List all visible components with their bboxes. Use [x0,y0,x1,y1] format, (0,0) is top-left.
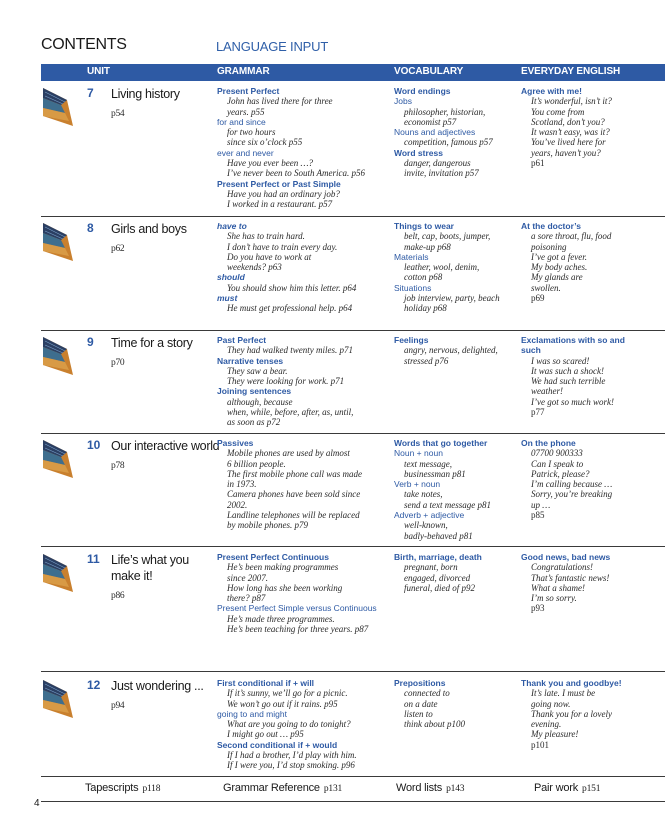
entry-example: I’m calling because … [531,479,613,490]
unit-thumbnail-icon [41,221,81,261]
unit-title-text: Life’s what you make it! [111,553,189,583]
entry-example: competition, famous p57 [404,137,493,148]
unit-thumbnail-icon [41,335,81,375]
unit-number: 7 [87,86,94,100]
entry-heading: Words that go together [394,438,488,448]
entry-example: Scotland, don’t you? [531,116,605,127]
entry-example: They were looking for work. p71 [227,376,345,387]
unit-title-text: Time for a story [111,336,193,350]
unit-thumbnail-icon [41,552,81,592]
entry-example: If it’s sunny, we’ll go for a picnic. [227,688,348,699]
entry-example: badly-behaved p81 [404,530,473,541]
entry-page-ref: p69 [531,293,545,304]
vocabulary-cell [394,335,516,366]
entry-example: think about p100 [404,719,465,730]
entry-example: You’ve lived here for [531,137,606,148]
entry-example: invite, invitation p57 [404,168,479,179]
footer-item-pair-work[interactable] [534,782,600,794]
everyday-english-cell [521,552,661,614]
entry-example: I worked in a restaurant. p57 [227,199,333,210]
entry-example: up … [531,499,551,510]
unit-thumbnail-icon [41,86,81,126]
entry-example: It’s late. I must be [531,688,596,699]
entry-heading: Narrative tenses [217,355,284,366]
entry-example: You come from [531,106,585,117]
unit-title [111,221,221,257]
entry-heading: Present Perfect Simple versus Continuous [217,603,377,614]
entry-example: He’s made three programmes. [227,613,335,624]
entry-example: holiday p68 [404,303,447,314]
entry-example: Congratulations! [531,562,594,573]
entry-example: job interview, party, beach [404,293,500,304]
entry-example: The first mobile phone call was made [227,468,362,479]
entry-example: What a shame! [531,582,585,593]
unit-number: 9 [87,335,94,349]
grammar-cell [217,438,389,531]
entry-example: going now. [531,698,571,709]
section-subtitle: LANGUAGE INPUT [216,39,329,54]
entry-example: That’s fantastic news! [531,572,610,583]
entry-heading: Things to wear [394,221,454,231]
entry-example: If I had a brother, I’d play with him. [227,750,357,761]
entry-example: funeral, died of p92 [404,582,475,593]
entry-example: I’ve got a fever. [531,251,587,262]
entry-heading: Second conditional if + would [217,739,338,750]
unit-thumbnail-icon [41,678,81,718]
vocabulary-cell [394,552,516,593]
entry-example: I’m so sorry. [531,593,577,604]
entry-example: Do you have to work at [227,251,312,262]
vocabulary-cell [394,221,516,314]
entry-example: 6 billion people. [227,458,286,469]
entry-example: swollen. [531,282,561,293]
entry-page-ref: p85 [531,510,545,521]
entry-heading: Prepositions [394,678,446,688]
footer-page: p143 [446,784,465,794]
footer-item-word-lists[interactable] [396,782,464,794]
entry-example: How long has she been working [227,582,343,593]
entry-example: since six o’clock p55 [227,137,303,148]
entry-example: Have you had an ordinary job? [227,188,340,199]
entry-example: My pleasure! [531,729,579,740]
unit-title-text: Our interactive world [111,439,220,453]
entry-example: 07700 900333 [531,448,583,459]
entry-example: as soon as p72 [227,417,281,428]
entry-example: by mobile phones. p79 [227,520,308,531]
unit-title-text: Just wondering ... [111,679,204,693]
entry-example: cotton p68 [404,272,443,283]
footer-label: Tapescripts [85,782,139,794]
entry-example: years. p55 [227,106,265,117]
everyday-english-cell [521,221,661,303]
everyday-english-cell [521,438,661,520]
footer-item-grammar-reference[interactable] [223,782,342,794]
entry-heading: should [217,272,245,283]
entry-page-ref: p93 [531,603,545,614]
entry-example: well-known, [404,520,448,531]
column-header-everyday: EVERYDAY ENGLISH [521,66,621,77]
column-header-bar [41,64,665,81]
entry-example: He’s been teaching for three years. p87 [227,624,369,635]
entry-heading: Word endings [394,86,451,96]
unit-row [41,221,665,331]
footer-page: p151 [582,784,601,794]
entry-example: It wasn’t easy, was it? [531,127,610,138]
grammar-cell [217,86,389,210]
grammar-cell [217,221,389,314]
entry-example: Can I speak to [531,458,584,469]
entry-example: philosopher, historian, [404,106,486,117]
column-header-vocabulary: VOCABULARY [394,66,464,77]
entry-heading: for and since [217,116,266,127]
entry-example: pregnant, born [404,562,458,573]
unit-number: 10 [87,438,101,452]
entry-example: I’ve got so much work! [531,396,614,407]
unit-page: p86 [111,591,125,601]
entry-example: economist p57 [404,116,457,127]
entry-heading: Feelings [394,335,429,345]
entry-example: a sore throat, flu, food [531,231,612,242]
column-header-unit: UNIT [87,66,110,77]
entry-heading: have to [217,221,247,231]
entry-page-ref: p61 [531,158,545,169]
entry-example: in 1973. [227,479,257,490]
entry-heading: Nouns and adjectives [394,127,476,138]
entry-example: Have you ever been …? [227,158,313,169]
entry-heading: Noun + noun [394,448,443,459]
entry-heading: Situations [394,282,432,293]
entry-heading: ever and never [217,147,274,158]
entry-example: John has lived there for three [227,96,333,107]
entry-heading: On the phone [521,438,576,448]
unit-row [41,438,665,547]
unit-title [111,86,221,122]
entry-example: for two hours [227,127,276,138]
unit-row [41,678,665,774]
entry-example: businessman p81 [404,468,466,479]
footer-page: p118 [142,784,161,794]
unit-title [111,335,221,371]
vocabulary-cell [394,678,516,729]
entry-example: They saw a bear. [227,365,288,376]
page-title: CONTENTS [41,36,127,53]
unit-page: p70 [111,358,125,368]
entry-example: I might go out … p95 [227,729,304,740]
entry-example: 2002. [227,499,248,510]
everyday-english-cell [521,335,661,417]
entry-example: poisoning [531,241,567,252]
entry-example: evening. [531,719,562,730]
entry-example: I don’t have to train every day. [227,241,338,252]
entry-heading: Past Perfect [217,335,267,345]
entry-example: I was so scared! [531,355,590,366]
entry-heading: going to and might [217,708,287,719]
entry-heading: Materials [394,251,429,262]
unit-row [41,335,665,434]
entry-example: What are you going to do tonight? [227,719,351,730]
entry-example: My glands are [531,272,583,283]
entry-example: on a date [404,698,438,709]
everyday-english-cell [521,678,661,750]
entry-example: He’s been making programmes [227,562,339,573]
entry-example: leather, wool, denim, [404,262,480,273]
entry-example: I’ve never been to South America. p56 [227,168,366,179]
entry-example: send a text message p81 [404,499,491,510]
entry-example: engaged, divorced [404,572,471,583]
grammar-cell [217,552,389,634]
entry-example: She has to train hard. [227,231,305,242]
entry-example: text message, [404,458,452,469]
unit-page: p62 [111,244,125,254]
entry-example: angry, nervous, delighted, [404,345,498,356]
entry-heading: Adverb + adjective [394,510,465,521]
entry-example: years, haven’t you? [531,147,601,158]
entry-example: We won’t go out if it rains. p95 [227,698,338,709]
entry-example: since 2007. [227,572,268,583]
entry-example: You should show him this letter. p64 [227,282,357,293]
entry-example: stressed p76 [404,355,449,366]
entry-heading: Word stress [394,147,443,158]
unit-row [41,86,665,217]
entry-example: belt, cap, boots, jumper, [404,231,491,242]
entry-page-ref: p101 [531,739,549,750]
entry-page-ref: p77 [531,407,545,418]
footer-page: p131 [323,784,343,794]
entry-heading: Present Perfect Continuous [217,552,329,562]
entry-example: We had such terrible [531,376,606,387]
entry-example: It’s wonderful, isn’t it? [531,96,612,107]
entry-example: Mobile phones are used by almost [227,448,350,459]
grammar-cell [217,335,389,428]
entry-heading: Jobs [394,96,412,107]
entry-heading: Thank you and goodbye! [521,678,622,688]
entry-heading: Verb + noun [394,479,441,490]
entry-heading: such [521,345,541,356]
unit-page: p94 [111,701,125,711]
unit-title [111,552,221,604]
entry-example: make-up p68 [404,241,451,252]
unit-number: 12 [87,678,101,692]
entry-example: If I were you, I’d stop smoking. p96 [227,760,355,771]
entry-example: My body aches. [531,262,588,273]
unit-number: 8 [87,221,94,235]
entry-heading: Exclamations with so and [521,335,625,345]
entry-heading: must [217,293,238,304]
unit-title [111,678,221,714]
entry-heading: First conditional if + will [217,678,315,688]
entry-heading: Joining sentences [217,386,292,397]
footer-label: Pair work [534,782,579,794]
vocabulary-cell [394,438,516,541]
entry-example: weekends? p63 [227,262,282,273]
entry-example: when, while, before, after, as, until, [227,407,354,418]
entry-example: take notes, [404,489,443,500]
unit-row [41,552,665,672]
entry-example: He must get professional help. p64 [227,303,353,314]
entry-heading: Birth, marriage, death [394,552,482,562]
footer-links [41,776,665,802]
vocabulary-cell [394,86,516,179]
footer-item-tapescripts[interactable] [85,782,160,794]
everyday-english-cell [521,86,661,168]
unit-number: 11 [87,552,100,566]
unit-title [111,438,221,474]
page-number: 4 [34,798,40,809]
unit-title-text: Living history [111,87,180,101]
unit-page: p78 [111,461,125,471]
entry-example: connected to [404,688,450,699]
unit-thumbnail-icon [41,438,81,478]
grammar-cell [217,678,389,771]
entry-example: Camera phones have been sold since [227,489,361,500]
entry-heading: Present Perfect [217,86,280,96]
unit-page: p54 [111,109,125,119]
entry-example: Patrick, please? [531,468,590,479]
entry-example: listen to [404,708,433,719]
entry-heading: Passives [217,438,254,448]
column-header-grammar: GRAMMAR [217,66,270,77]
entry-example: Landline telephones will be replaced [227,510,360,521]
entry-example: although, because [227,396,293,407]
entry-example: danger, dangerous [404,158,471,169]
entry-example: Sorry, you’re breaking [531,489,613,500]
footer-label: Word lists [396,782,443,794]
entry-example: there? p87 [227,593,266,604]
entry-example: Thank you for a lovely [531,708,612,719]
entry-example: They had walked twenty miles. p71 [227,345,353,356]
entry-heading: Good news, bad news [521,552,611,562]
unit-title-text: Girls and boys [111,222,187,236]
entry-heading: Present Perfect or Past Simple [217,178,341,189]
entry-heading: At the doctor’s [521,221,581,231]
entry-example: weather! [531,386,563,397]
entry-heading: Agree with me! [521,86,582,96]
footer-label: Grammar Reference [223,782,320,794]
entry-example: It was such a shock! [531,365,604,376]
